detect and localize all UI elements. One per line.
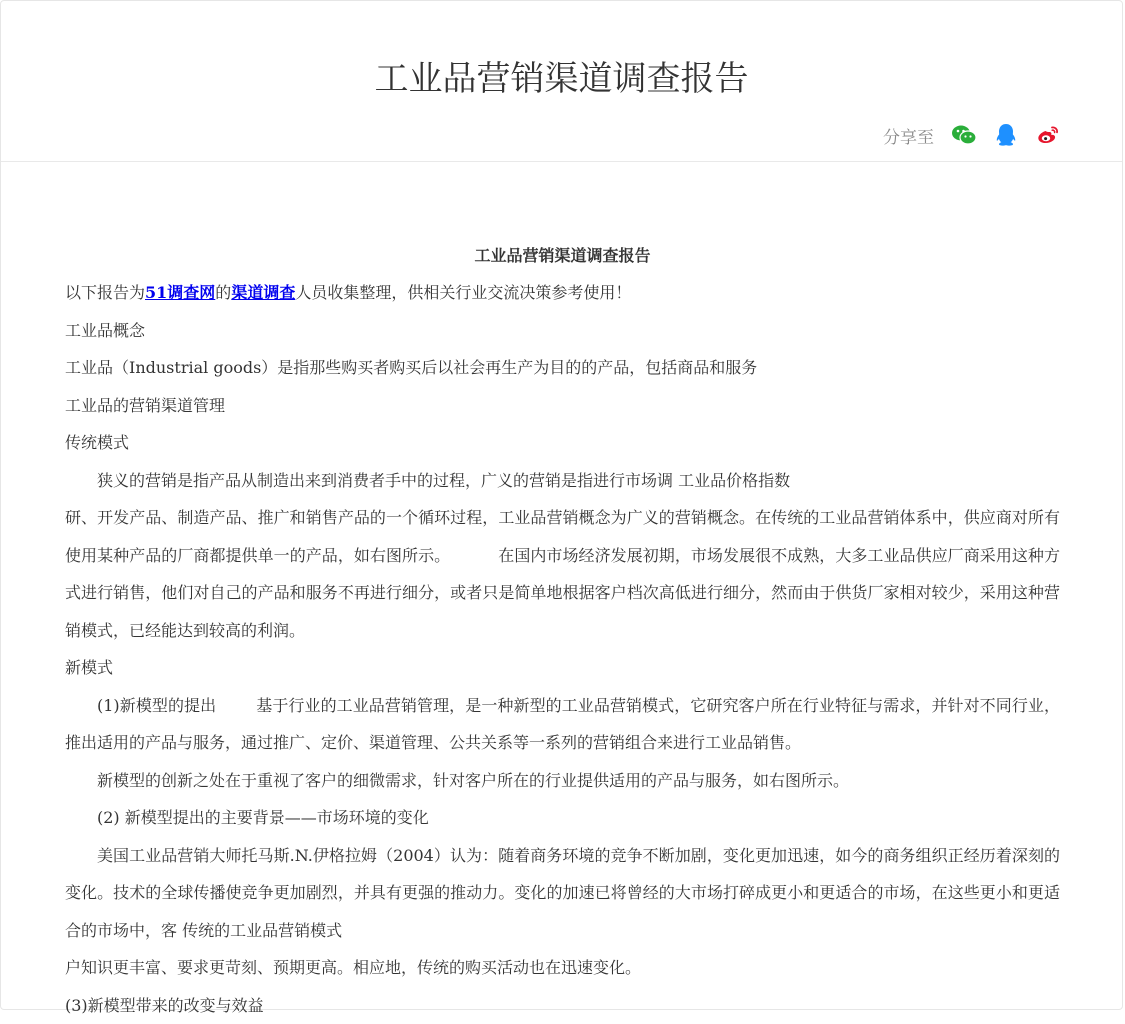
paragraph-background-2: 户知识更丰富、要求更苛刻、预期更高。相应地，传统的购买活动也在迅速变化。 [65, 949, 1060, 987]
paragraph-new-model-1 [65, 687, 1060, 762]
paragraph-traditional-mode: 传统模式 [65, 424, 1060, 462]
traditional-text-b: 在国内市场经济发展初期，市场发展很不成熟，大多工业品供应厂商采用这种方式进行销售，他们对自己的产品和服务不再进行细分，或者只是简单地根据客户档次高低进行细分，然而由于供货厂家相对较少，采用这种营销模式，已经能达到较高的利润。 [65, 546, 1060, 640]
wechat-icon[interactable] [950, 121, 978, 149]
paragraph-new-model-2: 新模型的创新之处在于重视了客户的细微需求，针对客户所在的行业提供适用的产品与服务，如右图所示。 [65, 762, 1060, 800]
paragraph-benefits-title: (3)新模型带来的改变与效益 [65, 987, 1060, 1024]
article-heading: 工业品营销渠道调查报告 [65, 237, 1060, 274]
paragraph-concept-definition: 工业品（Industrial goods）是指那些购买者购买后以社会再生产为目的的产品，包括商品和服务 [65, 349, 1060, 387]
intro-prefix: 以下报告为 [65, 283, 145, 302]
paragraph-channel-management: 工业品的营销渠道管理 [65, 387, 1060, 425]
intro-paragraph [65, 274, 1060, 312]
page-title: 工业品营销渠道调查报告 [1, 51, 1122, 100]
share-label: 分享至 [883, 123, 934, 148]
paragraph-traditional-1: 狭义的营销是指产品从制造出来到消费者手中的过程，广义的营销是指进行市场调 工业品价格指数 [65, 462, 1060, 500]
intro-mid: 的 [215, 283, 231, 302]
paragraph-concept-title: 工业品概念 [65, 312, 1060, 350]
paragraph-background-1: 美国工业品营销大师托马斯.N.伊格拉姆（2004）认为：随着商务环境的竞争不断加剧，变化更加迅速，如今的商务组织正经历着深刻的变化。技术的全球传播使竞争更加剧烈，并具有更强的推动力。变化的加速已将曾经的大市场打碎成更小和更适合的市场，在这些更小和更适合的市场中，客 传统的工业品营销模式 [65, 837, 1060, 950]
paragraph-traditional-2 [65, 499, 1060, 649]
paragraph-new-mode: 新模式 [65, 649, 1060, 687]
link-51survey[interactable]: 51调查网 [145, 283, 215, 302]
share-bar [883, 121, 1062, 149]
paragraph-background-title: (2) 新模型提出的主要背景——市场环境的变化 [65, 799, 1060, 837]
article-header [1, 1, 1122, 162]
weibo-icon[interactable] [1034, 121, 1062, 149]
new-model-title: (1)新模型的提出 [97, 696, 216, 715]
new-model-text: 基于行业的工业品营销管理，是一种新型的工业品营销模式，它研究客户所在行业特征与需求，并针对不同行业，推出适用的产品与服务，通过推广、定价、渠道管理、公共关系等一系列的营销组合来进行工业品销售。 [65, 696, 1060, 753]
traditional-text-a: 研、开发产品、制造产品、推广和销售产品的一个循环过程，工业品营销概念为广义的营销概念。在传统的工业品营销体系中，供应商对所有使用某种产品的厂商都提供单一的产品，如右图所示。 [65, 508, 1060, 565]
article-body [65, 237, 1060, 1024]
qq-icon[interactable] [992, 121, 1020, 149]
link-channel-survey[interactable]: 渠道调查 [231, 283, 295, 302]
intro-suffix: 人员收集整理，供相关行业交流决策参考使用！ [295, 283, 631, 302]
